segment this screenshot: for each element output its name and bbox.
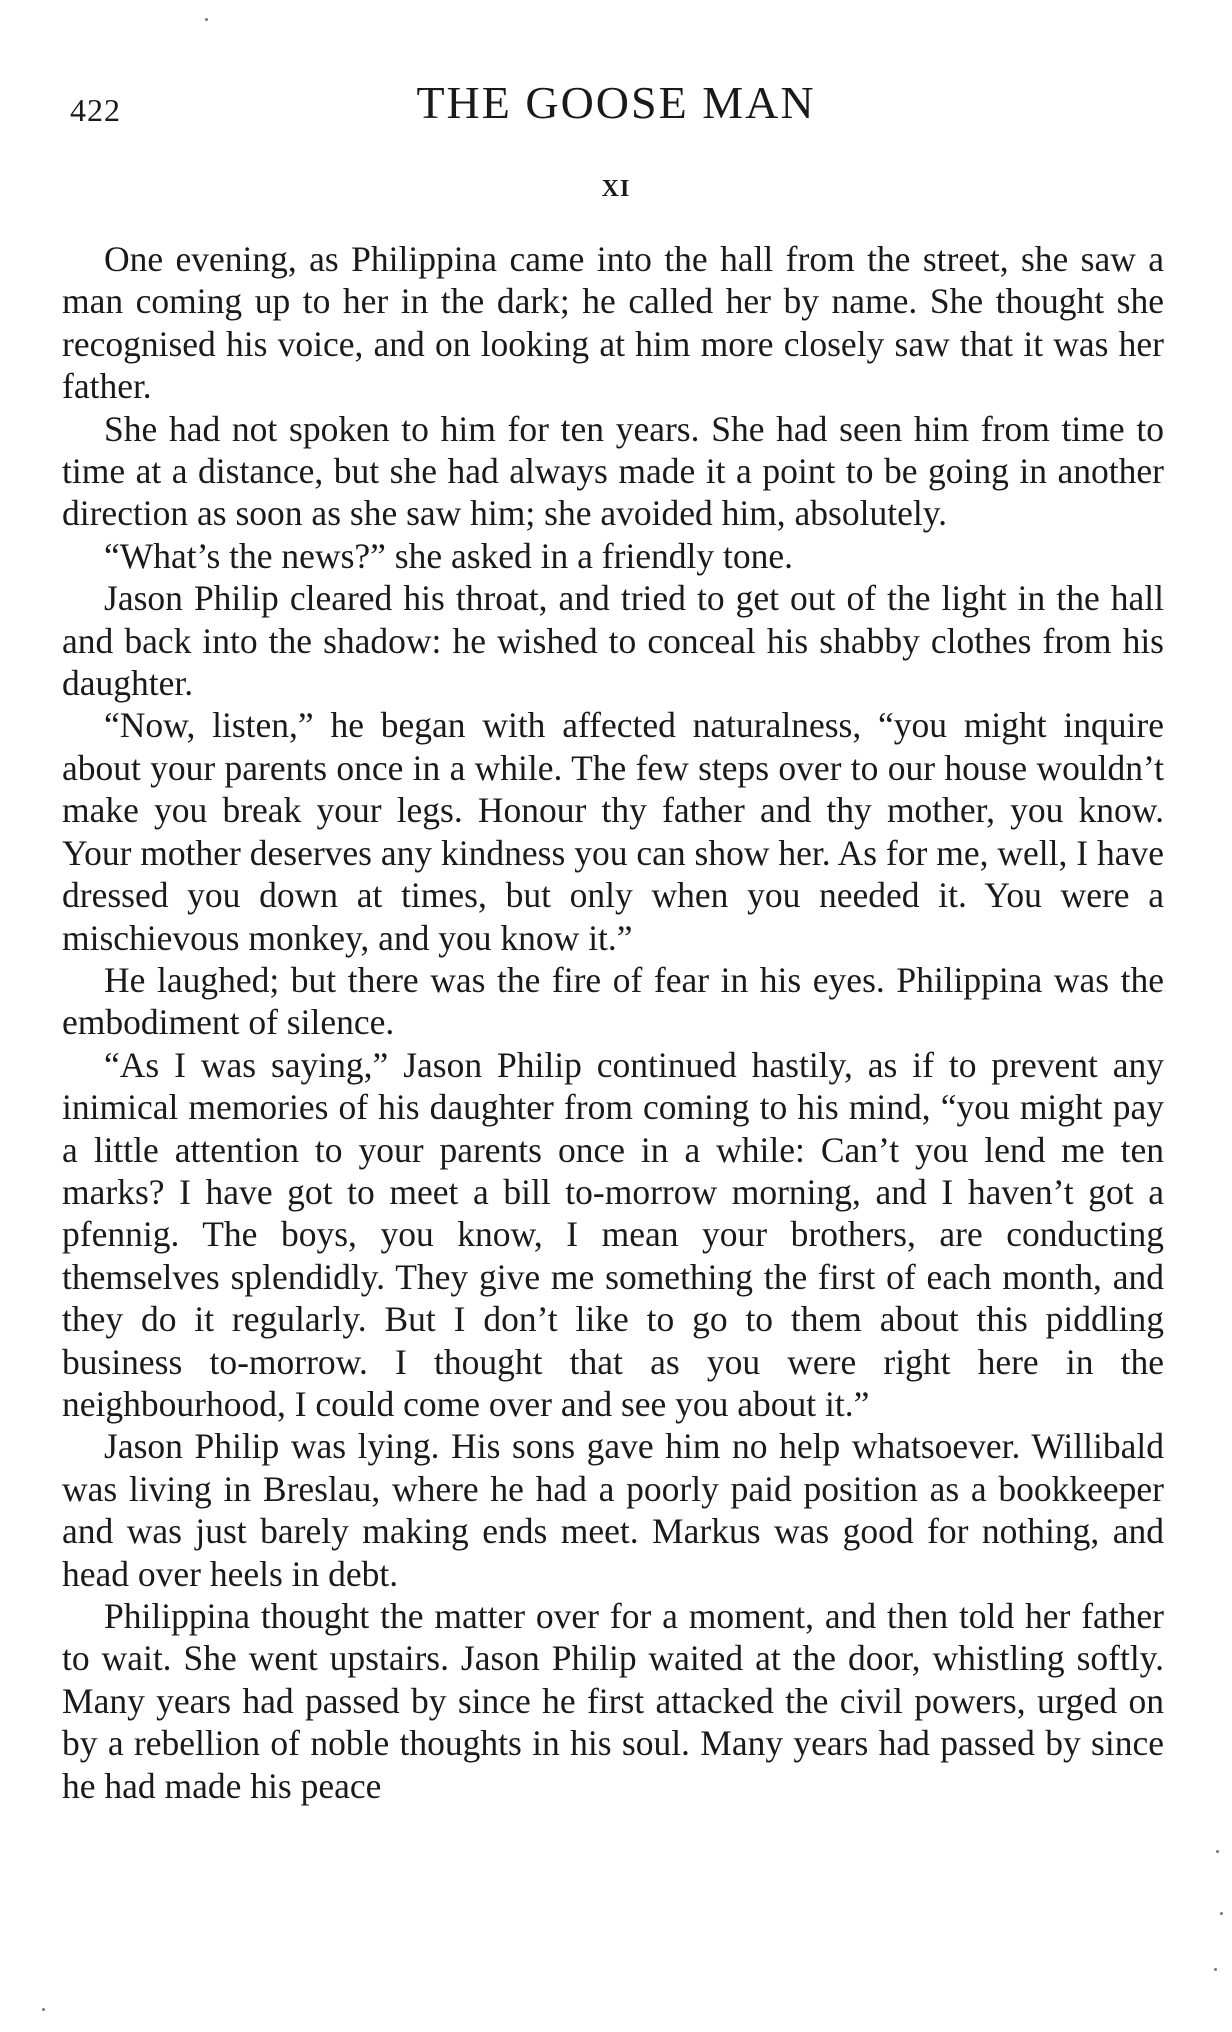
paragraph: One evening, as Philippina came into the hall from the street, she saw a man coming up to her in the dark; he called her by name. She thought she recognised his voice, and on looking at him more closely saw that it was her father. bbox=[62, 239, 1164, 407]
print-speck bbox=[42, 2008, 45, 2011]
paragraph: “As I was saying,” Jason Philip continued hastily, as if to prevent any inimical memories of his daughter from coming to his mind, “you might pay a little attention to your parents once in a while: Can’t you lend me ten marks? I have got to meet a bill to-morrow morning, and I haven’t got a pfennig. The boys, you know, I mean your brothers, are conducting themselves splendidly. They give me something the first of each month, and they do it regularly. But I don’t like to go to them about this piddling business to-morrow. I thought that as you were right here in the neighbourhood, I could come over and see you about it.” bbox=[62, 1044, 1164, 1424]
paragraph: “What’s the news?” she asked in a friendly tone. bbox=[104, 535, 794, 576]
paragraph: He laughed; but there was the fire of fear in his eyes. Philippina was the embodiment of silence. bbox=[62, 959, 1164, 1043]
paragraph: Jason Philip was lying. His sons gave him no help whatsoever. Willibald was living in Breslau, where he had a poorly paid position as a bookkeeper and was just barely making ends meet. Markus was good for nothing, and head over heels in debt. bbox=[62, 1426, 1164, 1594]
print-speck bbox=[1214, 1968, 1217, 1971]
paragraph: Philippina thought the matter over for a moment, and then told her father to wait. She went upstairs. Jason Philip waited at the door, whistling softly. Many years had passed by since he first attacked the civil powers, urged on by a rebellion of noble thoughts in his soul. Many years had passed by since he had made his peace bbox=[62, 1596, 1164, 1806]
print-speck bbox=[1216, 1850, 1219, 1853]
paragraph: “Now, listen,” he began with affected naturalness, “you might inquire about your parents once in a while. The few steps over to our house wouldn’t make you break your legs. Honour thy father and thy mother, you know. Your mother deserves any kindness you can show her. As for me, well, I have dressed you down at times, but only when you needed it. You were a mischievous monkey, and you know it.” bbox=[62, 705, 1164, 958]
page-number: 422 bbox=[70, 92, 121, 128]
paragraph: She had not spoken to him for ten years. She had seen him from time to time at a distance, but she had always made it a point to be going in another direction as soon as she saw him; she avoided him, absolutely. bbox=[62, 408, 1164, 534]
body-text bbox=[62, 238, 1164, 1807]
print-speck bbox=[205, 18, 208, 21]
running-head bbox=[68, 74, 1164, 134]
chapter-number: XI bbox=[601, 176, 631, 202]
print-speck bbox=[1220, 1912, 1223, 1915]
paragraph: Jason Philip cleared his throat, and tried to get out of the light in the hall and back into the shadow: he wished to conceal his shabby clothes from his daughter. bbox=[62, 578, 1164, 704]
book-title: THE GOOSE MAN bbox=[416, 77, 816, 128]
